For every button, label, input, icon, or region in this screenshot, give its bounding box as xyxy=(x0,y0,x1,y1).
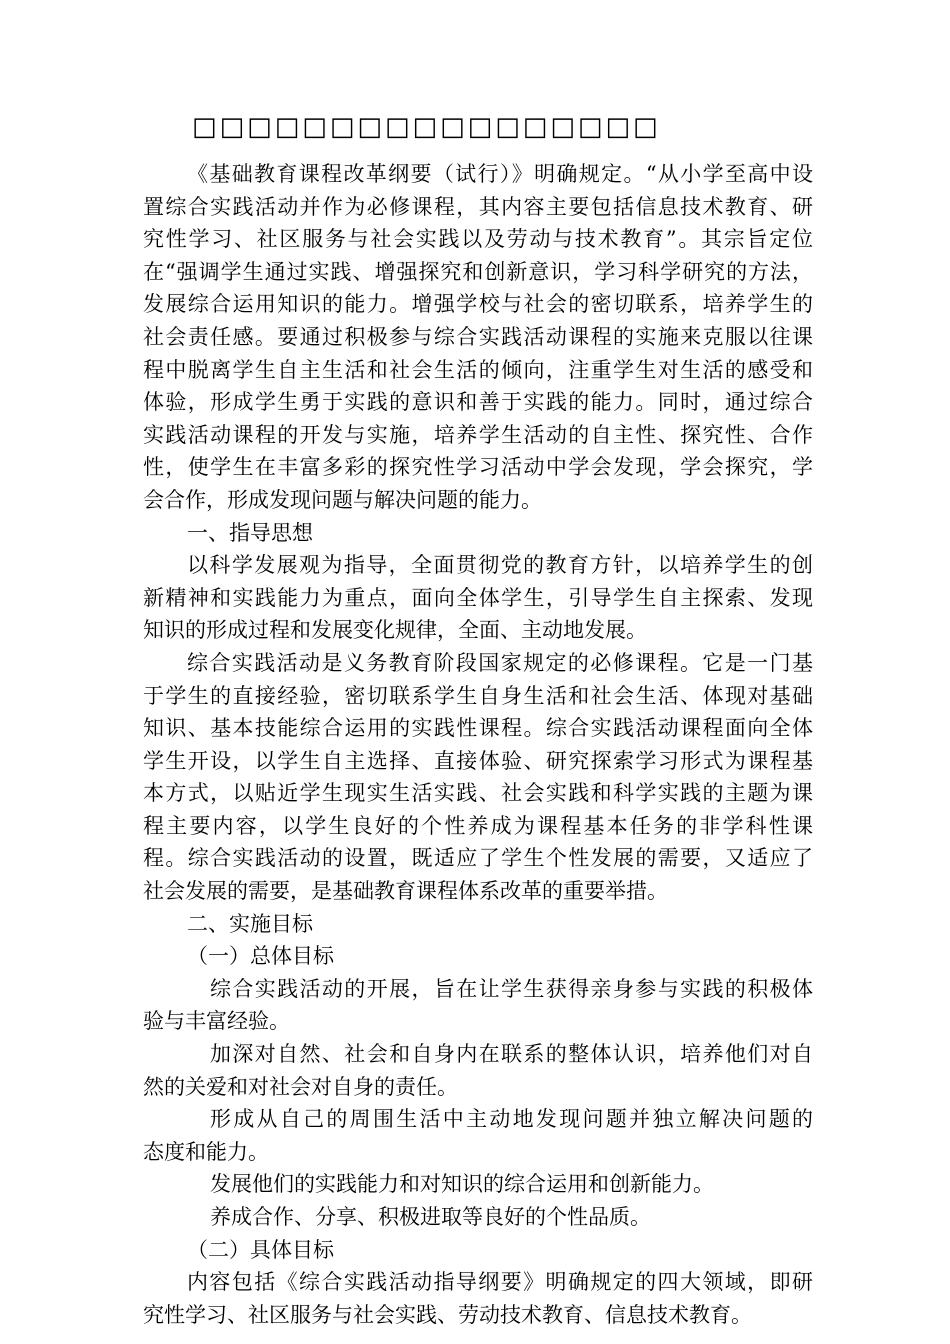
text-line: 究性学习、社区服务与社会实践、劳动技术教育、信息技术教育。 xyxy=(143,1302,752,1327)
section-heading: 一、指导思想 xyxy=(187,520,313,545)
text-line: 形成从自己的周围生活中主动地发现问题并独立解决问题的 xyxy=(210,1107,813,1132)
text-line: 社会责任感。要通过积极参与综合实践活动课程的实施来克服以往课 xyxy=(143,324,813,349)
text-line: 验与丰富经验。 xyxy=(143,1009,290,1034)
text-line: 发展综合运用知识的能力。增强学校与社会的密切联系，培养学生的 xyxy=(143,292,813,317)
text-line: 在“强调学生通过实践、增强探究和创新意识，学习科学研究的方法， xyxy=(143,259,813,284)
text-line: 程主要内容，以学生良好的个性养成为课程基本任务的非学科性课 xyxy=(143,813,813,838)
text-line: 以科学发展观为指导，全面贯彻党的教育方针，以培养学生的创 xyxy=(187,553,813,578)
text-line: 综合实践活动的开展，旨在让学生获得亲身参与实践的积极体 xyxy=(210,976,813,1001)
text-line: 学生开设，以学生自主选择、直接体验、研究探索学习形式为课程基 xyxy=(143,748,813,773)
text-line: 本方式，以贴近学生现实生活实践、社会实践和科学实践的主题为课 xyxy=(143,781,813,806)
document-body xyxy=(143,158,813,1331)
subsection-heading: （二）具体目标 xyxy=(187,1237,334,1262)
text-line: 程中脱离学生自主生活和社会生活的倾向，注重学生对生活的感受和 xyxy=(143,357,813,382)
text-line: 性，使学生在丰富多彩的探究性学习活动中学会发现，学会探究，学 xyxy=(143,455,813,480)
document-title: □□□□□□□□□□□□□□□□□ xyxy=(192,112,661,142)
text-line: 然的关爱和对社会对自身的责任。 xyxy=(143,1074,458,1099)
text-line: 态度和能力。 xyxy=(143,1139,269,1164)
text-line: 养成合作、分享、积极进取等良好的个性品质。 xyxy=(210,1205,651,1229)
text-line: 知识的形成过程和发展变化规律，全面、主动地发展。 xyxy=(143,618,647,643)
text-line: 发展他们的实践能力和对知识的综合运用和创新能力。 xyxy=(210,1172,714,1197)
text-line: 究性学习、社区服务与社会实践以及劳动与技术教育”。其宗旨定位 xyxy=(143,227,813,252)
text-line: 新精神和实践能力为重点，面向全体学生，引导学生自主探索、发现 xyxy=(143,585,813,610)
text-line: 于学生的直接经验，密切联系学生自身生活和社会生活、体现对基础 xyxy=(143,683,813,708)
section-heading: 二、实施目标 xyxy=(187,911,313,936)
text-line: 综合实践活动是义务教育阶段国家规定的必修课程。它是一门基 xyxy=(187,650,813,675)
subsection-heading: （一）总体目标 xyxy=(187,944,334,969)
text-line: 体验，形成学生勇于实践的意识和善于实践的能力。同时，通过综合 xyxy=(143,390,813,415)
text-line: 置综合实践活动并作为必修课程，其内容主要包括信息技术教育、研 xyxy=(143,194,813,219)
text-line: 实践活动课程的开发与实施，培养学生活动的自主性、探究性、合作 xyxy=(143,422,813,447)
text-line: 会合作，形成发现问题与解决问题的能力。 xyxy=(143,487,542,512)
text-line: 加深对自然、社会和自身内在联系的整体认识，培养他们对自 xyxy=(210,1042,813,1067)
text-line: 社会发展的需要，是基础教育课程体系改革的重要举措。 xyxy=(143,879,668,904)
text-line: 程。综合实践活动的设置，既适应了学生个性发展的需要，又适应了 xyxy=(143,846,813,871)
text-line: 《基础教育课程改革纲要（试行）》明确规定。“从小学至高中设 xyxy=(187,162,813,186)
text-line: 内容包括《综合实践活动指导纲要》明确规定的四大领域，即研 xyxy=(187,1270,813,1295)
text-line: 知识、基本技能综合运用的实践性课程。综合实践活动课程面向全体 xyxy=(143,716,813,741)
